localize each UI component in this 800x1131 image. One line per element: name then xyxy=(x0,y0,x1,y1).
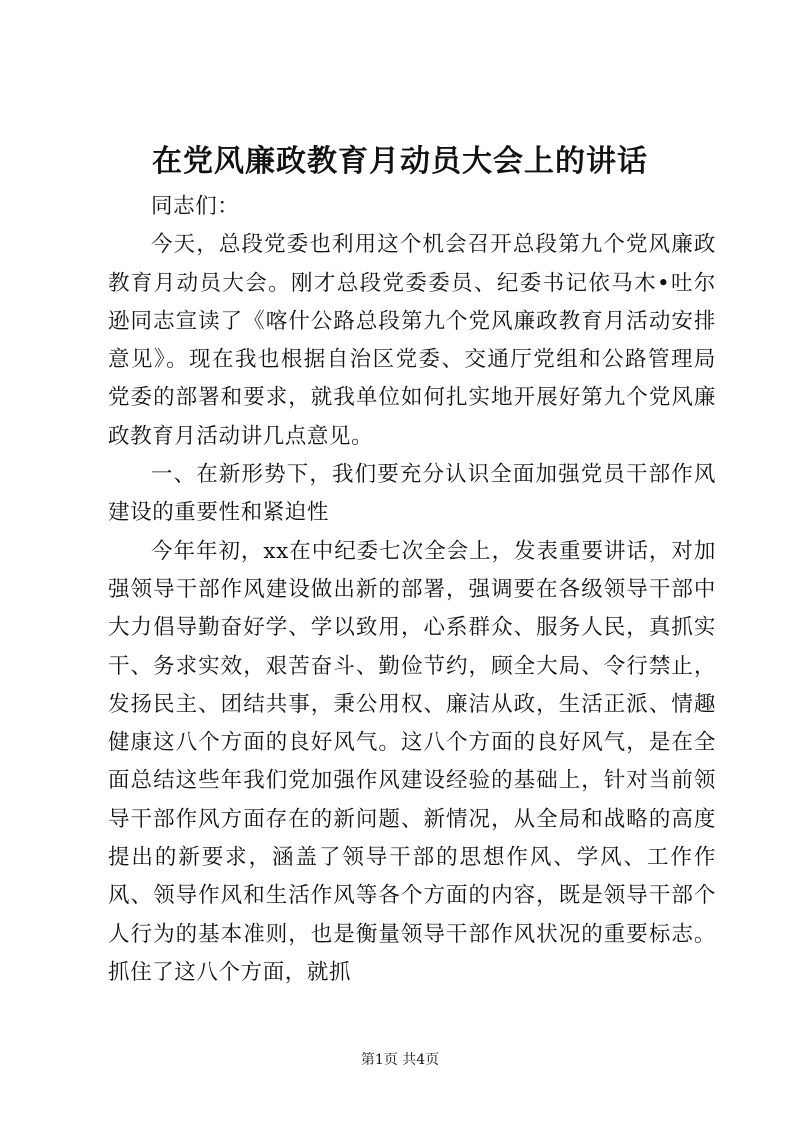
salutation-paragraph: 同志们： xyxy=(151,194,240,219)
document-title: 在党风廉政教育月动员大会上的讲话 xyxy=(152,144,648,179)
intro-paragraph: 今天，总段党委也利用这个机会召开总段第九个党风廉政教育月动员大会。刚才总段党委委员、纪委书记依马木•吐尔逊同志宣读了《喀什公路总段第九个党风廉政教育月活动安排意见》。现在我也根据自治区党委、交通厅党组和公路管理局党委的部署和要求，就我单位如何扎实地开展好第九个党风廉政教育月活动讲几点意见。 xyxy=(108,232,716,449)
section-heading: 一、在新形势下，我们要充分认识全面加强党员干部作风建设的重要性和紧迫性 xyxy=(108,462,716,526)
body-paragraph: 今年年初，xx在中纪委七次全会上，发表重要讲话，对加强领导干部作风建设做出新的部署，强调要在各级领导干部中大力倡导勤奋好学、学以致用，心系群众、服务人民，真抓实干、务求实效，艰苦奋斗、勤俭节约，顾全大局、令行禁止，发扬民主、团结共事，秉公用权、廉洁从政，生活正派、情趣健康这八个方面的良好风气。这八个方面的良好风气，是在全面总结这些年我们党加强作风建设经验的基础上，针对当前领导干部作风方面存在的新问题、新情况，从全局和战略的高度提出的新要求，涵盖了领导干部的思想作风、学风、工作作风、领导作风和生活作风等各个方面的内容，既是领导干部个人行为的基本准则，也是衡量领导干部作风状况的重要标志。抓住了这八个方面，就抓 xyxy=(108,538,716,985)
page-footer: 第1页 共4页 xyxy=(360,1052,440,1068)
document-body xyxy=(108,188,716,992)
